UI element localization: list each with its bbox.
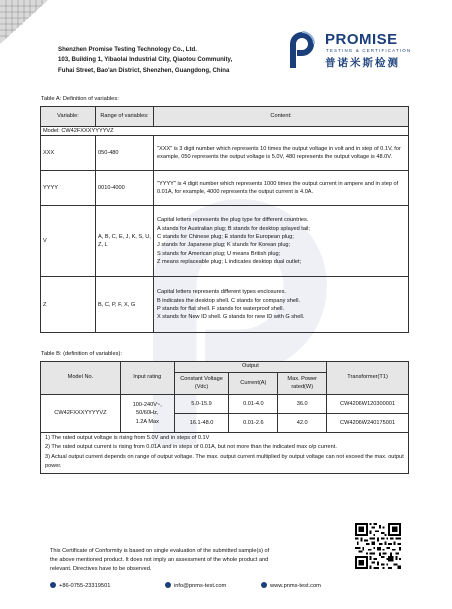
company-name: Shenzhen Promise Testing Technology Co., Ltd. (58, 46, 197, 53)
model-cell: Model: CW42FXXXYYYYVZ (41, 127, 409, 136)
phone-number: +86-0755-23319501 (59, 583, 111, 589)
phone-contact (50, 582, 110, 589)
content-line: P stands for flat shell. F stands for waterproof shell. (157, 305, 285, 312)
variables-table (40, 106, 409, 333)
note-line: 2) The rated output current is rising from 0.01A and in steps of 0.01A, but not more than the indicated max o/p current. (45, 444, 337, 451)
qr-code (355, 523, 401, 569)
input-rating-line: 100-240V~, (132, 402, 162, 409)
table-row (41, 395, 409, 414)
model-row (41, 127, 409, 136)
content-cell: "YYYY" is 4 digit number which represents 1000 times the output current in ampere and in step of 0.01A, for example, 4000 represents the output current is 4.0A. (154, 171, 409, 206)
notes-cell (41, 433, 409, 474)
content-line: Capital letters represents the plug type for different countries. (157, 217, 309, 224)
content-line: J stands for Japanese plug; K stands for Korean plug; (157, 242, 291, 249)
current-header: Current(A) (229, 373, 278, 395)
email-address[interactable]: info@pnms-test.com (174, 583, 227, 589)
variable-header: Variable: (41, 107, 96, 127)
content-cell (154, 277, 409, 333)
statement-line: relevant. Directives have to be observed. (50, 566, 152, 573)
company-address (58, 45, 232, 76)
model-no-header: Model No. (41, 362, 121, 395)
range-cell: 0010-4000 (96, 171, 154, 206)
input-rating-header: Input rating (120, 362, 174, 395)
content-line: A stands for Australian plug; B stands for desktop splayed tail; (157, 225, 310, 232)
website-link[interactable]: www.pnms-test.com (270, 583, 321, 589)
variable-cell: Z (41, 277, 96, 333)
logo-wordmark: PROMISE (325, 31, 398, 48)
input-rating-line: 50/60Hz, (136, 410, 159, 417)
ratings-table (40, 361, 409, 474)
note-line: 3) Actual output current depends on range of output voltage. The max. output current multiplied by output voltage can not exceed the max. output power. (45, 453, 404, 470)
variable-cell: XXX (41, 136, 96, 171)
voltage-cell: 16.1-48.0 (174, 414, 229, 433)
website-contact[interactable] (261, 582, 321, 589)
email-contact[interactable] (165, 582, 226, 589)
table-row (41, 206, 409, 277)
certificate-statement (50, 547, 340, 575)
statement-line: the above mentioned product. It does not imply an assessment of the whole product and (50, 557, 269, 564)
notes-row (41, 433, 409, 474)
input-rating-line: 1.2A Max (135, 418, 159, 425)
promise-p-logo-icon (286, 30, 320, 70)
note-line: 1) The rated output voltage is rising from 5.0V and in steps of 0.1V (45, 435, 210, 441)
voltage-cell: 5.0-15.9 (174, 395, 229, 414)
content-header: Content: (154, 107, 409, 127)
content-line: C stands for Chinese plug; E stands for European plug; (157, 234, 294, 240)
table-a-caption: Table A: Definition of variables: (41, 96, 119, 102)
variable-cell: V (41, 206, 96, 277)
content-line: S stands for American plug; U means British plug; (157, 250, 281, 257)
content-line: Capital letters represents different types enclosures. (157, 289, 286, 296)
address-line-1: 103, Building 1, Yibaolai Industrial City, Qiaotou Community, (58, 56, 233, 64)
input-rating-cell (120, 395, 174, 433)
content-cell: "XXX" is 3 digit number which represents 10 times the output voltage in volt and in step of 0.1V, for example, 050 represents the output voltage is 5.0V, 480 represents the output voltage is 48.0V. (154, 136, 409, 171)
content-line: Z means replaceable plug; L indicates desktop dual outlet; (157, 258, 302, 265)
content-line: B indicates the desktop shell. C stands for company shell. (157, 297, 301, 304)
transformer-cell: CW4206W120300001 (327, 395, 409, 414)
range-cell: A, B, C, E, J, K, S, U, Z, L (96, 206, 154, 277)
statement-line: This Certificate of Conformity is based on single evaluation of the submitted sample(s) of (50, 548, 270, 554)
content-line: X stands for New ID shell. G stands for new ID with G shell. (157, 314, 305, 321)
range-cell: B, C, P, F, X, G (96, 277, 154, 333)
content-cell (154, 206, 409, 277)
corner-decoration (0, 0, 48, 44)
voltage-header: Constant Voltage (Vdc) (174, 373, 229, 395)
table-row (41, 277, 409, 333)
variable-cell: YYYY (41, 171, 96, 206)
transformer-cell: CW4206W240175001 (327, 414, 409, 433)
max-power-cell: 42.0 (278, 414, 327, 433)
current-cell: 0.01-2.6 (229, 414, 278, 433)
address-line-2: Fuhai Street, Bao'an District, Shenzhen, Guangdong, China (58, 66, 230, 74)
email-icon (165, 582, 171, 588)
table-header-row (41, 362, 409, 373)
table-row (41, 136, 409, 171)
globe-icon (261, 582, 267, 588)
range-header: Range of variables: (96, 107, 154, 127)
promise-logo (286, 30, 446, 74)
max-power-header: Max. Power rated(W) (278, 373, 327, 395)
output-header: Output (174, 362, 326, 373)
logo-tagline: TESTING & CERTIFICATION (326, 48, 412, 53)
table-header-row (41, 107, 409, 127)
phone-icon (50, 582, 56, 588)
table-b-caption: Table B: (definition of variables): (41, 351, 122, 357)
transformer-header: Transformer(T1) (327, 362, 409, 395)
logo-chinese-name: 普诺米斯检测 (325, 57, 400, 69)
table-row (41, 171, 409, 206)
current-cell: 0.01-4.0 (229, 395, 278, 414)
model-no-cell: CW42FXXXYYYYVZ (41, 395, 121, 433)
range-cell: 050-480 (96, 136, 154, 171)
max-power-cell: 36.0 (278, 395, 327, 414)
